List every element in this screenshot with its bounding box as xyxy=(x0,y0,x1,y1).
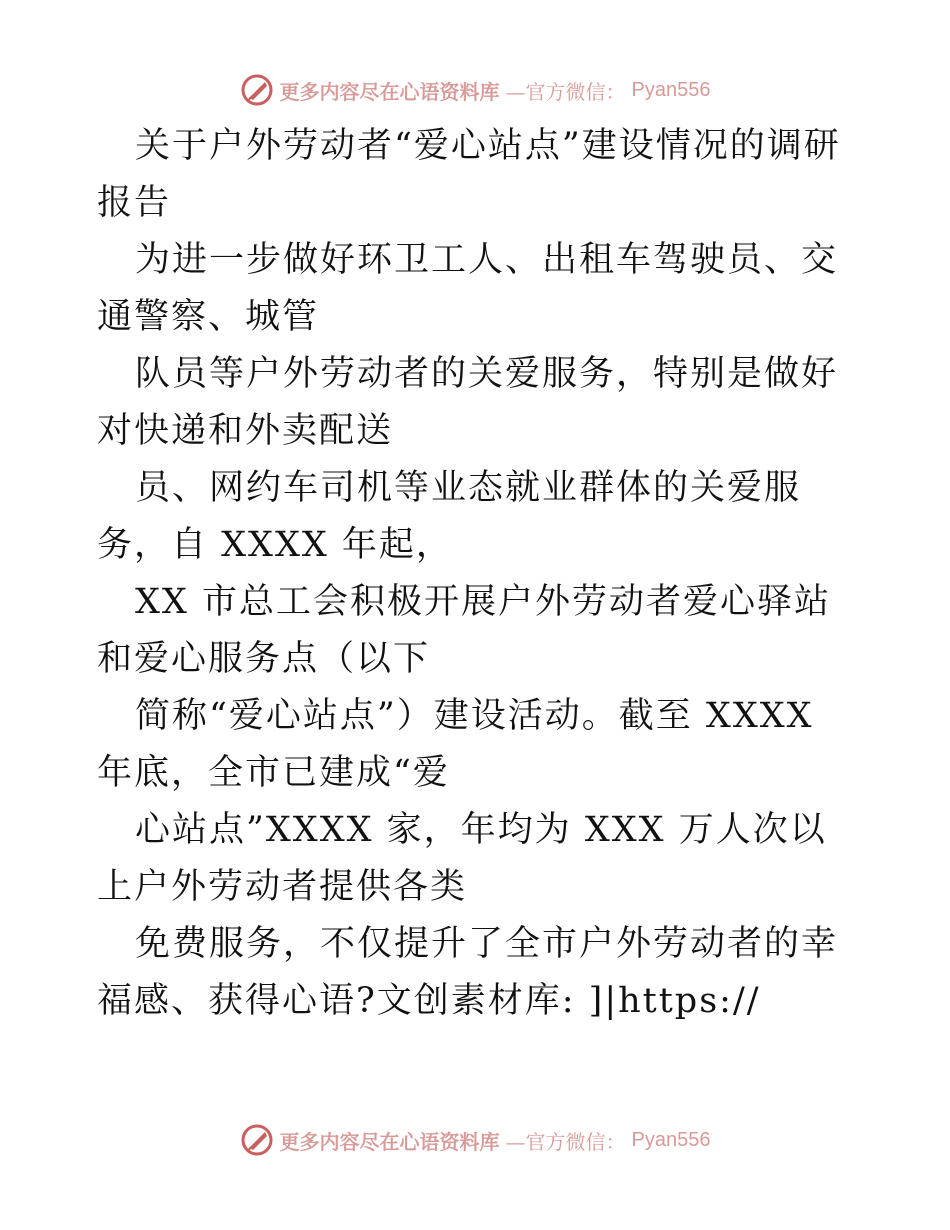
paragraph: 员、网约车司机等业态就业群体的关爱服务，自 XXXX 年起， xyxy=(97,468,802,565)
header-banner-id: Pyan556 xyxy=(631,78,711,101)
header-banner-sub: —官方微信： xyxy=(505,79,626,104)
footer-banner-sub: —官方微信： xyxy=(505,1129,626,1154)
footer-banner-text: 更多内容尽在心语资料库 xyxy=(279,1129,500,1154)
paragraph-title: 关于户外劳动者“爱心站点”建设情况的调研报告 xyxy=(97,126,841,223)
feather-pen-logo-icon xyxy=(240,73,274,107)
paragraph: XX 市总工会积极开展户外劳动者爱心驿站和爱心服务点（以下 xyxy=(97,582,831,679)
paragraph: 队员等户外劳动者的关爱服务，特别是做好对快递和外卖配送 xyxy=(97,354,839,451)
footer-banner-id: Pyan556 xyxy=(631,1128,711,1151)
paragraph: 免费服务，不仅提升了全市户外劳动者的幸福感、获得心语?文创素材库: ]|https:// xyxy=(97,924,839,1021)
footer-banner xyxy=(0,1120,950,1160)
header-banner xyxy=(0,70,950,110)
paragraph: 心站点”XXXX 家，年均为 XXX 万人次以上户外劳动者提供各类 xyxy=(97,810,827,907)
header-banner-text: 更多内容尽在心语资料库 xyxy=(279,79,500,104)
feather-pen-logo-icon xyxy=(240,1123,274,1157)
paragraph: 为进一步做好环卫工人、出租车驾驶员、交通警察、城管 xyxy=(97,240,839,337)
paragraph: 简称“爱心站点”）建设活动。截至 XXXX 年底，全市已建成“爱 xyxy=(97,696,814,793)
document-body xyxy=(97,118,857,1030)
